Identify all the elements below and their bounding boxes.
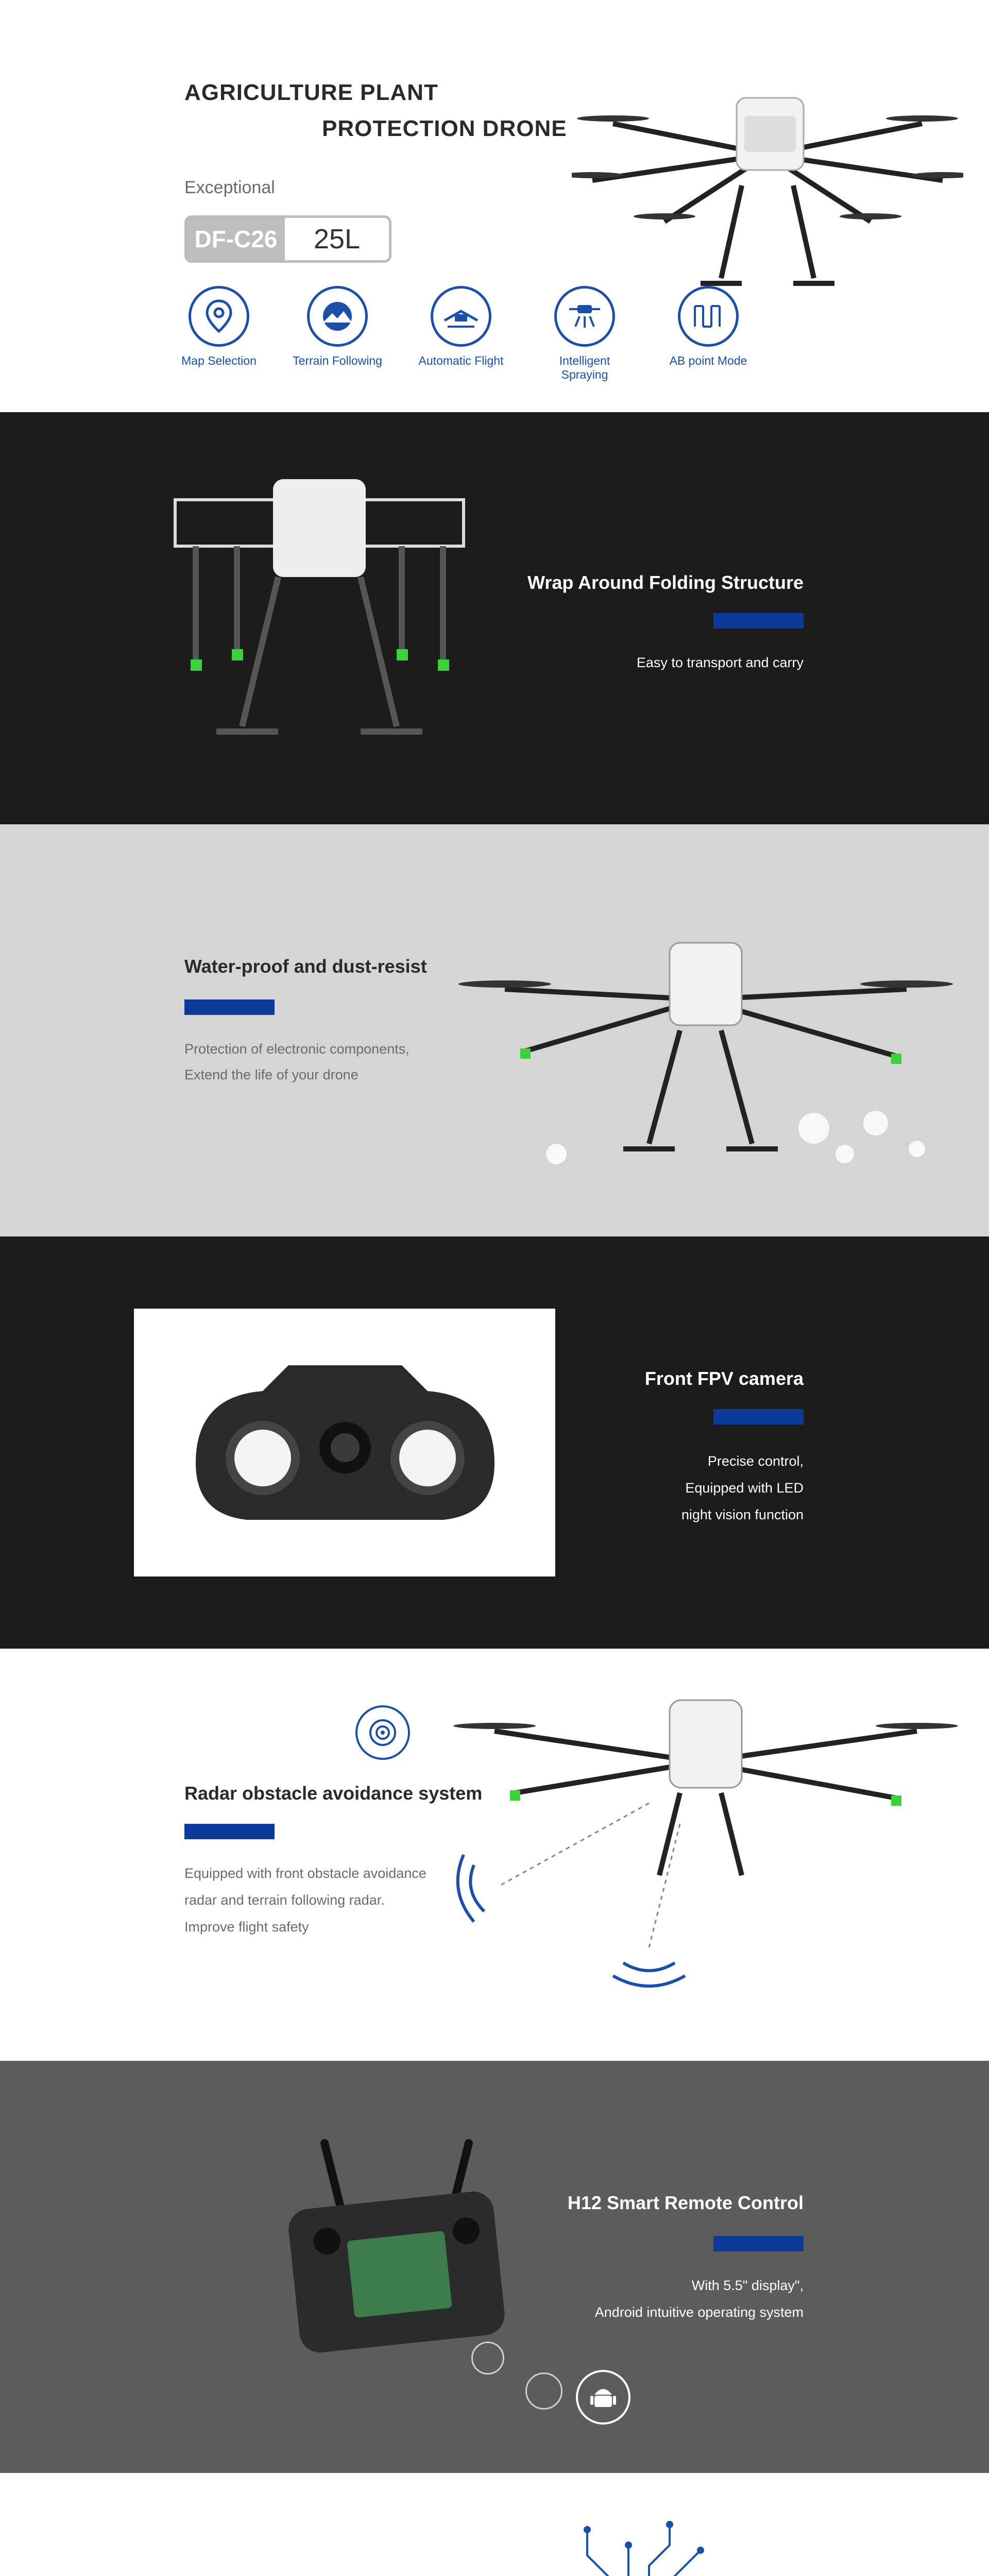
model-badge bbox=[184, 215, 391, 263]
section-desc-line1: Equipped with front obstacle avoidance bbox=[184, 1866, 427, 1881]
model-name: DF-C26 bbox=[187, 218, 285, 260]
camera-image-panel bbox=[134, 1309, 555, 1577]
spray-icon bbox=[554, 286, 615, 347]
camera-section bbox=[0, 1236, 989, 1649]
section-desc-line1: Protection of electronic components, bbox=[184, 1041, 410, 1057]
hero-title-line1: AGRICULTURE PLANT bbox=[184, 80, 438, 105]
folding-section bbox=[0, 412, 989, 824]
section-desc-line2: Android intuitive operating system bbox=[594, 2304, 804, 2320]
waterproof-section bbox=[0, 824, 989, 1236]
ab-point-icon bbox=[678, 286, 739, 347]
android-icon bbox=[576, 2370, 630, 2425]
accent-bar bbox=[713, 1409, 804, 1425]
section-desc-line3: Improve flight safety bbox=[184, 1919, 309, 1935]
drone-radar-illustration bbox=[453, 1669, 958, 1989]
section-desc-line2: radar and terrain following radar. bbox=[184, 1892, 385, 1908]
feature-automatic-flight bbox=[412, 286, 510, 368]
feature-label: AB point Mode bbox=[669, 354, 747, 367]
map-pin-icon bbox=[189, 286, 249, 347]
feature-terrain-following bbox=[288, 286, 386, 368]
folded-drone-illustration bbox=[155, 469, 484, 757]
terrain-icon bbox=[307, 286, 368, 347]
deco-circle bbox=[525, 2372, 562, 2410]
deco-circle bbox=[471, 2342, 504, 2375]
accent-bar bbox=[713, 613, 804, 629]
section-desc-line1: With 5.5" display", bbox=[691, 2278, 804, 2293]
accent-bar bbox=[713, 2236, 804, 2251]
drone-illustration bbox=[572, 67, 963, 294]
capacity-value: 25L bbox=[313, 224, 361, 255]
feature-label: Automatic Flight bbox=[418, 354, 504, 367]
hero-title-line2: PROTECTION DRONE bbox=[322, 116, 567, 141]
radar-icon bbox=[355, 1705, 410, 1760]
section-title: Water-proof and dust-resist bbox=[184, 956, 427, 977]
feature-map-selection bbox=[170, 286, 268, 368]
accent-bar bbox=[184, 999, 275, 1015]
section-desc-line2: Extend the life of your drone bbox=[184, 1067, 359, 1082]
section-desc-line1: Precise control, bbox=[707, 1453, 804, 1469]
flight-controller-section bbox=[0, 2473, 989, 2576]
drone-illustration bbox=[453, 907, 958, 1195]
section-title: Wrap Around Folding Structure bbox=[527, 572, 804, 593]
section-title: H12 Smart Remote Control bbox=[567, 2192, 804, 2213]
accent-bar bbox=[184, 1824, 275, 1839]
feature-ab-point-mode bbox=[659, 286, 757, 368]
section-title: Radar obstacle avoidance system bbox=[184, 1783, 483, 1804]
auto-flight-icon bbox=[431, 286, 491, 347]
section-title: Front FPV camera bbox=[644, 1368, 804, 1389]
hero-section bbox=[0, 0, 989, 412]
circuit-illustration bbox=[484, 2514, 814, 2576]
feature-label: Terrain Following bbox=[293, 354, 382, 367]
section-desc-line3: night vision function bbox=[681, 1507, 804, 1522]
section-desc-line2: Equipped with LED bbox=[685, 1480, 804, 1496]
radar-section bbox=[0, 1649, 989, 2061]
remote-section bbox=[0, 2061, 989, 2473]
fpv-camera-illustration bbox=[134, 1309, 555, 1577]
hero-subtitle: Exceptional bbox=[184, 178, 275, 197]
section-desc: Easy to transport and carry bbox=[636, 655, 804, 670]
feature-label: Intelligent Spraying bbox=[559, 354, 610, 381]
remote-controller-illustration bbox=[288, 2138, 505, 2354]
feature-intelligent-spraying bbox=[536, 286, 634, 382]
feature-label: Map Selection bbox=[181, 354, 257, 367]
